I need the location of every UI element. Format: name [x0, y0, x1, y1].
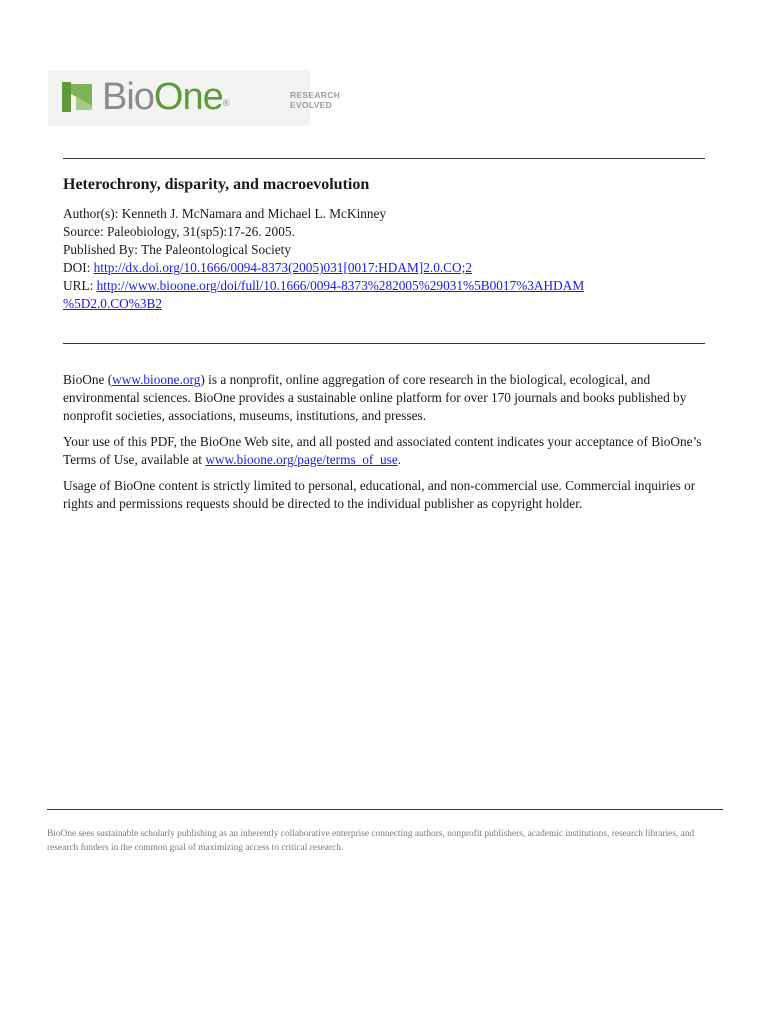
article-metadata [63, 205, 713, 313]
bioone-site-link[interactable]: www.bioone.org [112, 372, 201, 387]
authors-line [63, 205, 713, 223]
article-title: Heterochrony, disparity, and macroevolution [63, 176, 370, 193]
doi-line [63, 259, 713, 277]
logo-bio: Bio [102, 76, 154, 118]
header-divider [63, 158, 705, 159]
about-paragraph [63, 371, 718, 425]
about-text-end: ) is a nonprofit, online aggregation of core research in the biological, ecological, and environmental sciences. BioOne provides a sustainable online platform for over 170 journals and books published by nonprofit societies, associations, museums, institutions, and presses. [63, 372, 687, 423]
url-line [63, 277, 713, 295]
terms-text-start: Your use of this PDF, the BioOne Web site, and all posted and associated content indicates your acceptance of BioOne’s Terms of Use, available at [63, 434, 702, 467]
footer-divider [47, 809, 723, 810]
usage-paragraph: Usage of BioOne content is strictly limited to personal, educational, and non-commercial use. Commercial inquiries or rights and permissions requests should be directed to the individual publisher as copyright holder. [63, 478, 696, 511]
logo-one: One [153, 76, 223, 118]
publisher-value: The Paleontological Society [141, 242, 292, 257]
url-line-continued [63, 295, 713, 313]
terms-paragraph [63, 433, 718, 469]
doi-link[interactable]: http://dx.doi.org/10.1666/0094-8373(2005)031[0017:HDAM]2.0.CO;2 [93, 260, 472, 275]
tagline-line-2: EVOLVED [290, 100, 333, 110]
logo-tagline [290, 90, 340, 110]
tagline-line-1: RESEARCH [290, 90, 341, 100]
url-label: URL: [63, 278, 94, 293]
about-text-start: BioOne ( [63, 372, 113, 387]
publisher-label: Published By: [63, 242, 138, 257]
terms-text-end: . [397, 452, 402, 467]
source-label: Source: [63, 224, 104, 239]
bioone-leaf-icon [62, 76, 100, 116]
publisher-line [63, 241, 713, 259]
notice-body [63, 371, 718, 521]
registered-mark: ® [222, 98, 229, 108]
source-value: Paleobiology, 31(sp5):17-26. 2005. [106, 224, 295, 239]
url-link[interactable]: http://www.bioone.org/doi/full/10.1666/0094-8373%282005%29031%5B0017%3AHDAM [96, 278, 585, 293]
logo-wordmark [102, 73, 228, 121]
source-line [63, 223, 713, 241]
authors-label: Author(s): [63, 206, 119, 221]
doi-label: DOI: [63, 260, 91, 275]
footer-statement: BioOne sees sustainable scholarly publishing as an inherently collaborative enterprise connecting authors, nonprofit publishers, academic institutions, research libraries, and research funders in the common goal of maximizing access to critical research. [47, 829, 695, 853]
bioone-logo[interactable] [48, 70, 341, 126]
terms-of-use-link[interactable]: www.bioone.org/page/terms_of_use [205, 452, 398, 467]
metadata-divider [63, 343, 705, 344]
url-link-continued[interactable]: %5D2.0.CO%3B2 [63, 296, 162, 311]
authors-value: Kenneth J. McNamara and Michael L. McKinney [121, 206, 387, 221]
